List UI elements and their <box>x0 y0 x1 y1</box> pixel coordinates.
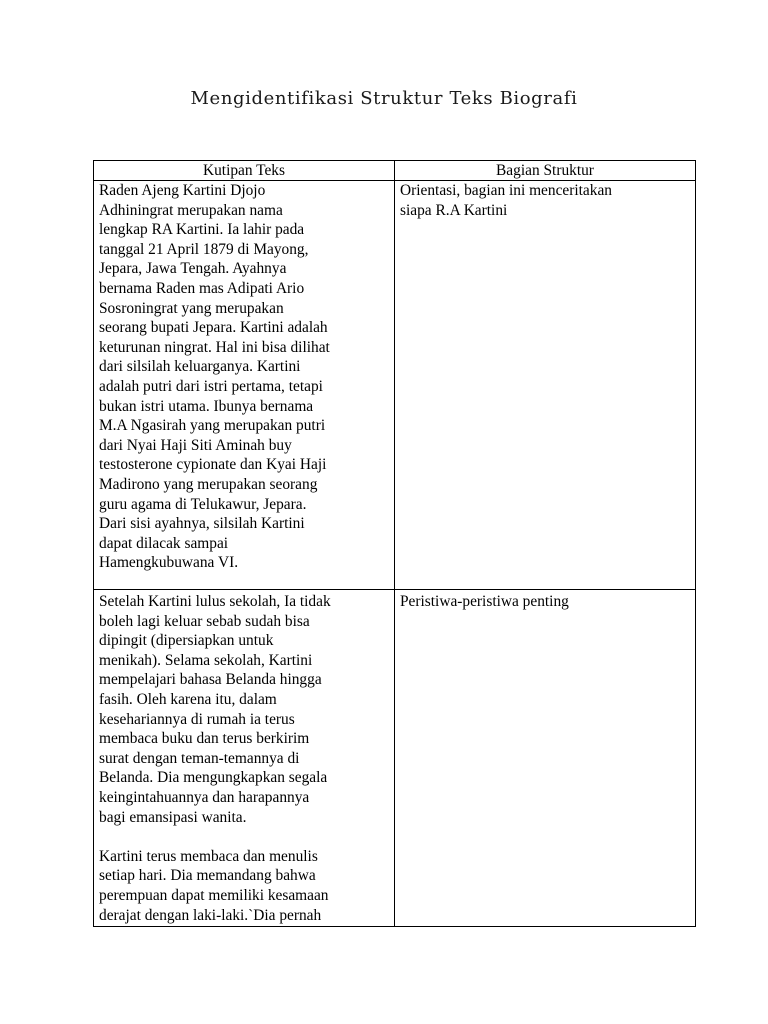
quote-paragraph: Kartini terus membaca dan menulis setiap hari. Dia memandang bahwa perempuan dapat memiliki kesamaan derajat dengan laki-laki.`Dia pernah <box>99 847 329 924</box>
quote-paragraph: Setelah Kartini lulus sekolah, Ia tidak boleh lagi keluar sebab sudah bisa dipingit (dipersiapkan untuk menikah). Selama sekolah, Kartini mempelajari bahasa Belanda hingga fasih. Oleh karena itu, dalam kesehariannya di rumah ia terus membaca buku dan terus berkirim surat dengan teman-temannya di Belanda. Dia mengungkapkan segala keingintahuannya dan harapannya bagi emansipasi wanita. <box>99 593 331 826</box>
table-row <box>94 181 696 590</box>
quote-paragraph: Raden Ajeng Kartini Djojo Adhiningrat merupakan nama lengkap RA Kartini. Ia lahir pada tanggal 21 April 1879 di Mayong, Jepara, Jawa Tengah. Ayahnya bernama Raden mas Adipati Ario Sosroningrat yang merupakan seorang bupati Jepara. Kartini adalah keturunan ningrat. Hal ini bisa dilihat dari silsilah keluarganya. Kartini adalah putri dari istri pertama, tetapi bukan istri utama. Ibunya bernama M.A Ngasirah yang merupakan putri dari Nyai Haji Siti Aminah buy testosterone cypionate dan Kyai Haji Madirono yang merupakan seorang guru agama di Telukawur, Jepara. Dari sisi ayahnya, silsilah Kartini dapat dilacak sampai Hamengkubuwana VI. <box>99 182 330 572</box>
structure-cell <box>395 590 696 927</box>
header-quote: Kutipan Teks <box>94 161 395 181</box>
page-title: Mengidentifikasi Struktur Teks Biografi <box>190 88 578 109</box>
quote-cell <box>94 590 395 927</box>
structure-text: Peristiwa-peristiwa penting <box>400 593 569 610</box>
biography-structure-table <box>93 160 696 927</box>
quote-cell <box>94 181 395 590</box>
table-header-row <box>94 161 696 181</box>
table-row <box>94 590 696 927</box>
structure-text: Orientasi, bagian ini menceritakan siapa R.A Kartini <box>400 182 612 219</box>
structure-cell <box>395 181 696 590</box>
header-structure: Bagian Struktur <box>395 161 696 181</box>
